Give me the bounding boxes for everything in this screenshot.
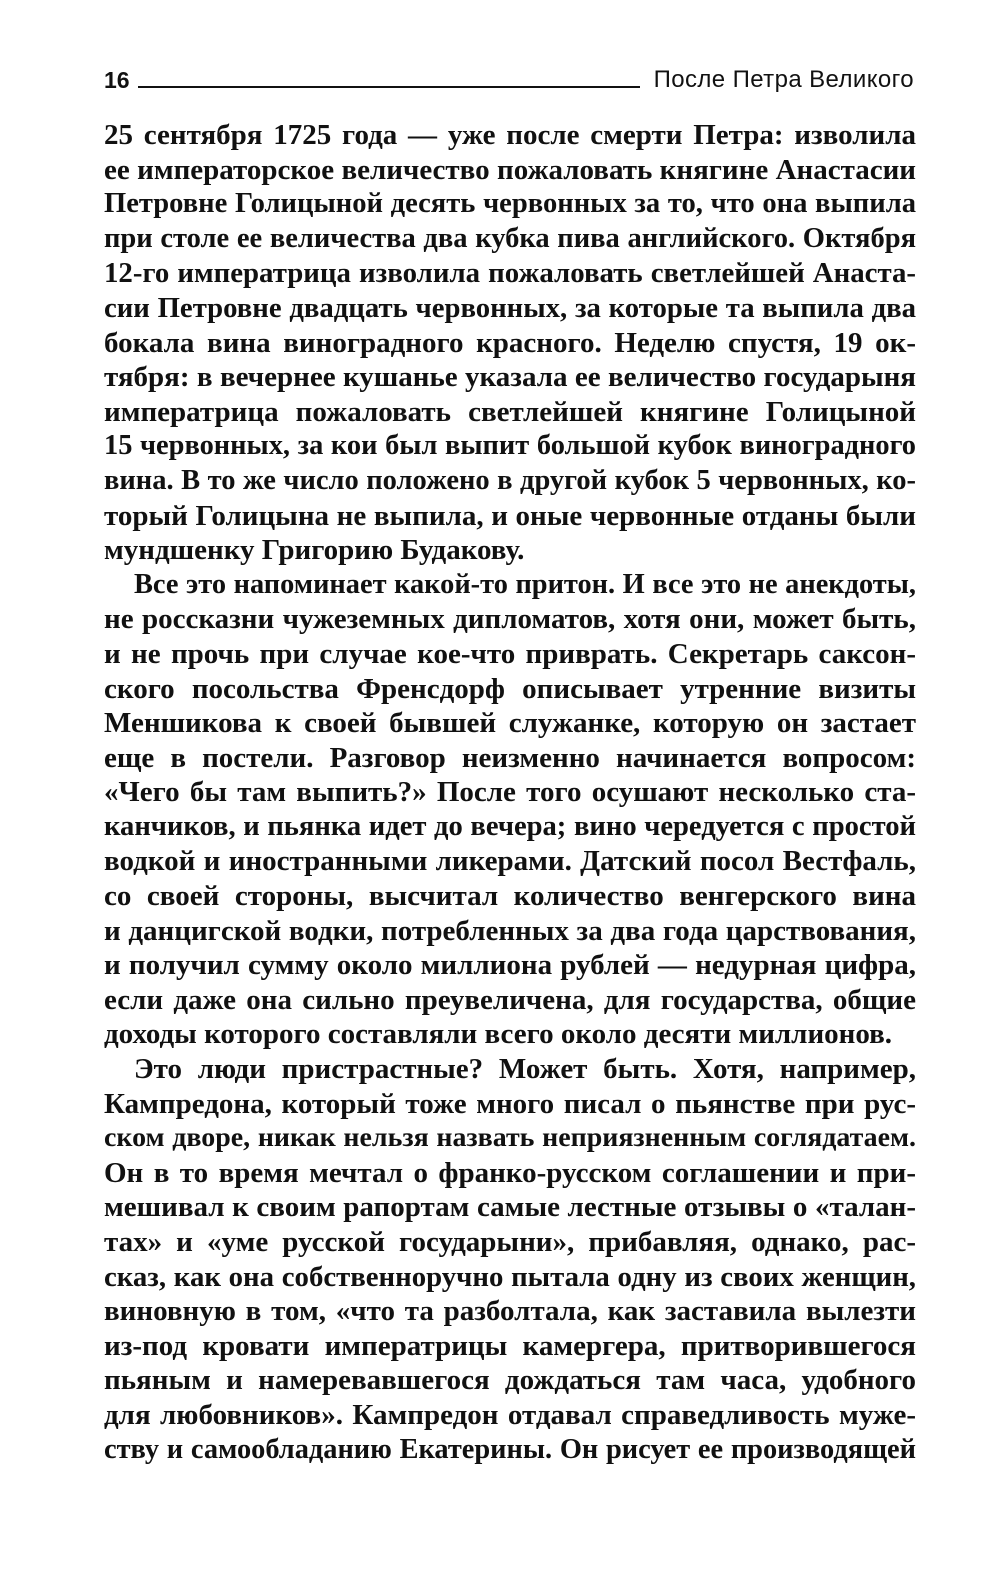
body-text [104, 118, 916, 1467]
text-line: бокала вина виноградного красного. Неделю спустя, 19 ок- [104, 326, 916, 359]
text-line: Кампредона, который тоже много писал о пьянстве при рус- [104, 1087, 916, 1120]
running-title: После Петра Великого [653, 66, 914, 93]
text-line: императрица пожаловать светлейшей княгине Голицыной [104, 395, 916, 428]
text-line: ству и самообладанию Екатерины. Он рисует ее производящей [104, 1433, 916, 1465]
text-line: и не прочь при случае кое-что приврать. Секретарь саксон- [104, 637, 916, 670]
text-line: пьяным и намеревавшегося дождаться там часа, удобного [104, 1364, 916, 1397]
text-line: 15 червонных, за кои был выпит большой кубок виноградного [104, 430, 916, 462]
text-line: Это люди пристрастные? Может быть. Хотя, например, [134, 1053, 916, 1086]
text-line: торый Голицына не выпила, и оные червонные отданы были [104, 499, 916, 532]
text-line: 12-го императрица изволила пожаловать светлейшей Анаста- [104, 257, 916, 290]
text-line: ее императорское величество пожаловать княгине Анастасии [104, 153, 916, 186]
text-line: ском дворе, никак нельзя назвать неприязненным соглядатаем. [104, 1122, 916, 1154]
text-line: из-под кровати императрицы камергера, притворившегося [104, 1329, 916, 1362]
text-line: водкой и иностранными ликерами. Датский посол Вестфаль, [104, 845, 916, 878]
text-line: и данцигской водки, потребленных за два года царствования, [104, 914, 916, 947]
text-line: тах» и «уме русской государыни», прибавляя, однако, рас- [104, 1226, 916, 1258]
text-line: не россказни чужеземных дипломатов, хотя они, может быть, [104, 603, 916, 636]
running-head [104, 58, 914, 94]
text-line: для любовников». Кампредон отдавал справедливость муже- [104, 1398, 916, 1431]
text-line: и получил сумму около миллиона рублей — недурная цифра, [104, 949, 916, 982]
text-line: виновную в том, «что та разболтала, как заставила вылезти [104, 1295, 916, 1328]
text-line: «Чего бы там выпить?» После того осушают несколько ста- [104, 776, 916, 809]
text-line: мешивал к своим рапортам самые лестные отзывы о «талан- [104, 1191, 916, 1224]
text-line: 25 сентября 1725 года — уже после смерти Петра: изволила [104, 119, 916, 151]
text-line: Меншикова к своей бывшей служанке, которую он застает [104, 707, 916, 740]
paragraph-2 [104, 568, 916, 1052]
text-line: ского посольства Френсдорф описывает утренние визиты [104, 672, 916, 705]
text-line: Все это напоминает какой-то притон. И все это не анекдоты, [134, 568, 916, 600]
text-line: вина. В то же число положено в другой кубок 5 червонных, ко- [104, 464, 916, 496]
text-line: тября: в вечернее кушанье указала ее величество государыня [104, 361, 916, 394]
text-line: сии Петровне двадцать червонных, за которые та выпила два [104, 291, 916, 324]
paragraph-1 [104, 118, 916, 568]
text-line: доходы которого составляли всего около десяти миллионов. [104, 1018, 893, 1051]
text-line: сказ, как она собственноручно пытала одну из своих женщин, [104, 1260, 916, 1293]
text-line: еще в постели. Разговор неизменно начинается вопросом: [104, 741, 916, 774]
header-rule [138, 86, 640, 88]
text-line: мундшенку Григорию Будакову. [104, 534, 525, 567]
text-line: канчиков, и пьянка идет до вечера; вино чередуется с простой [104, 810, 916, 842]
page-number: 16 [104, 67, 130, 93]
text-line: со своей стороны, высчитал количество венгерского вина [104, 880, 916, 913]
text-line: если даже она сильно преувеличена, для государства, общие [104, 983, 916, 1016]
text-line: Петровне Голицыной десять червонных за то, что она выпила [104, 188, 916, 220]
paragraph-3 [104, 1052, 916, 1467]
text-line: Он в то время мечтал о франко-русском соглашении и при- [104, 1156, 916, 1189]
text-line: при столе ее величества два кубка пива английского. Октября [104, 222, 916, 254]
